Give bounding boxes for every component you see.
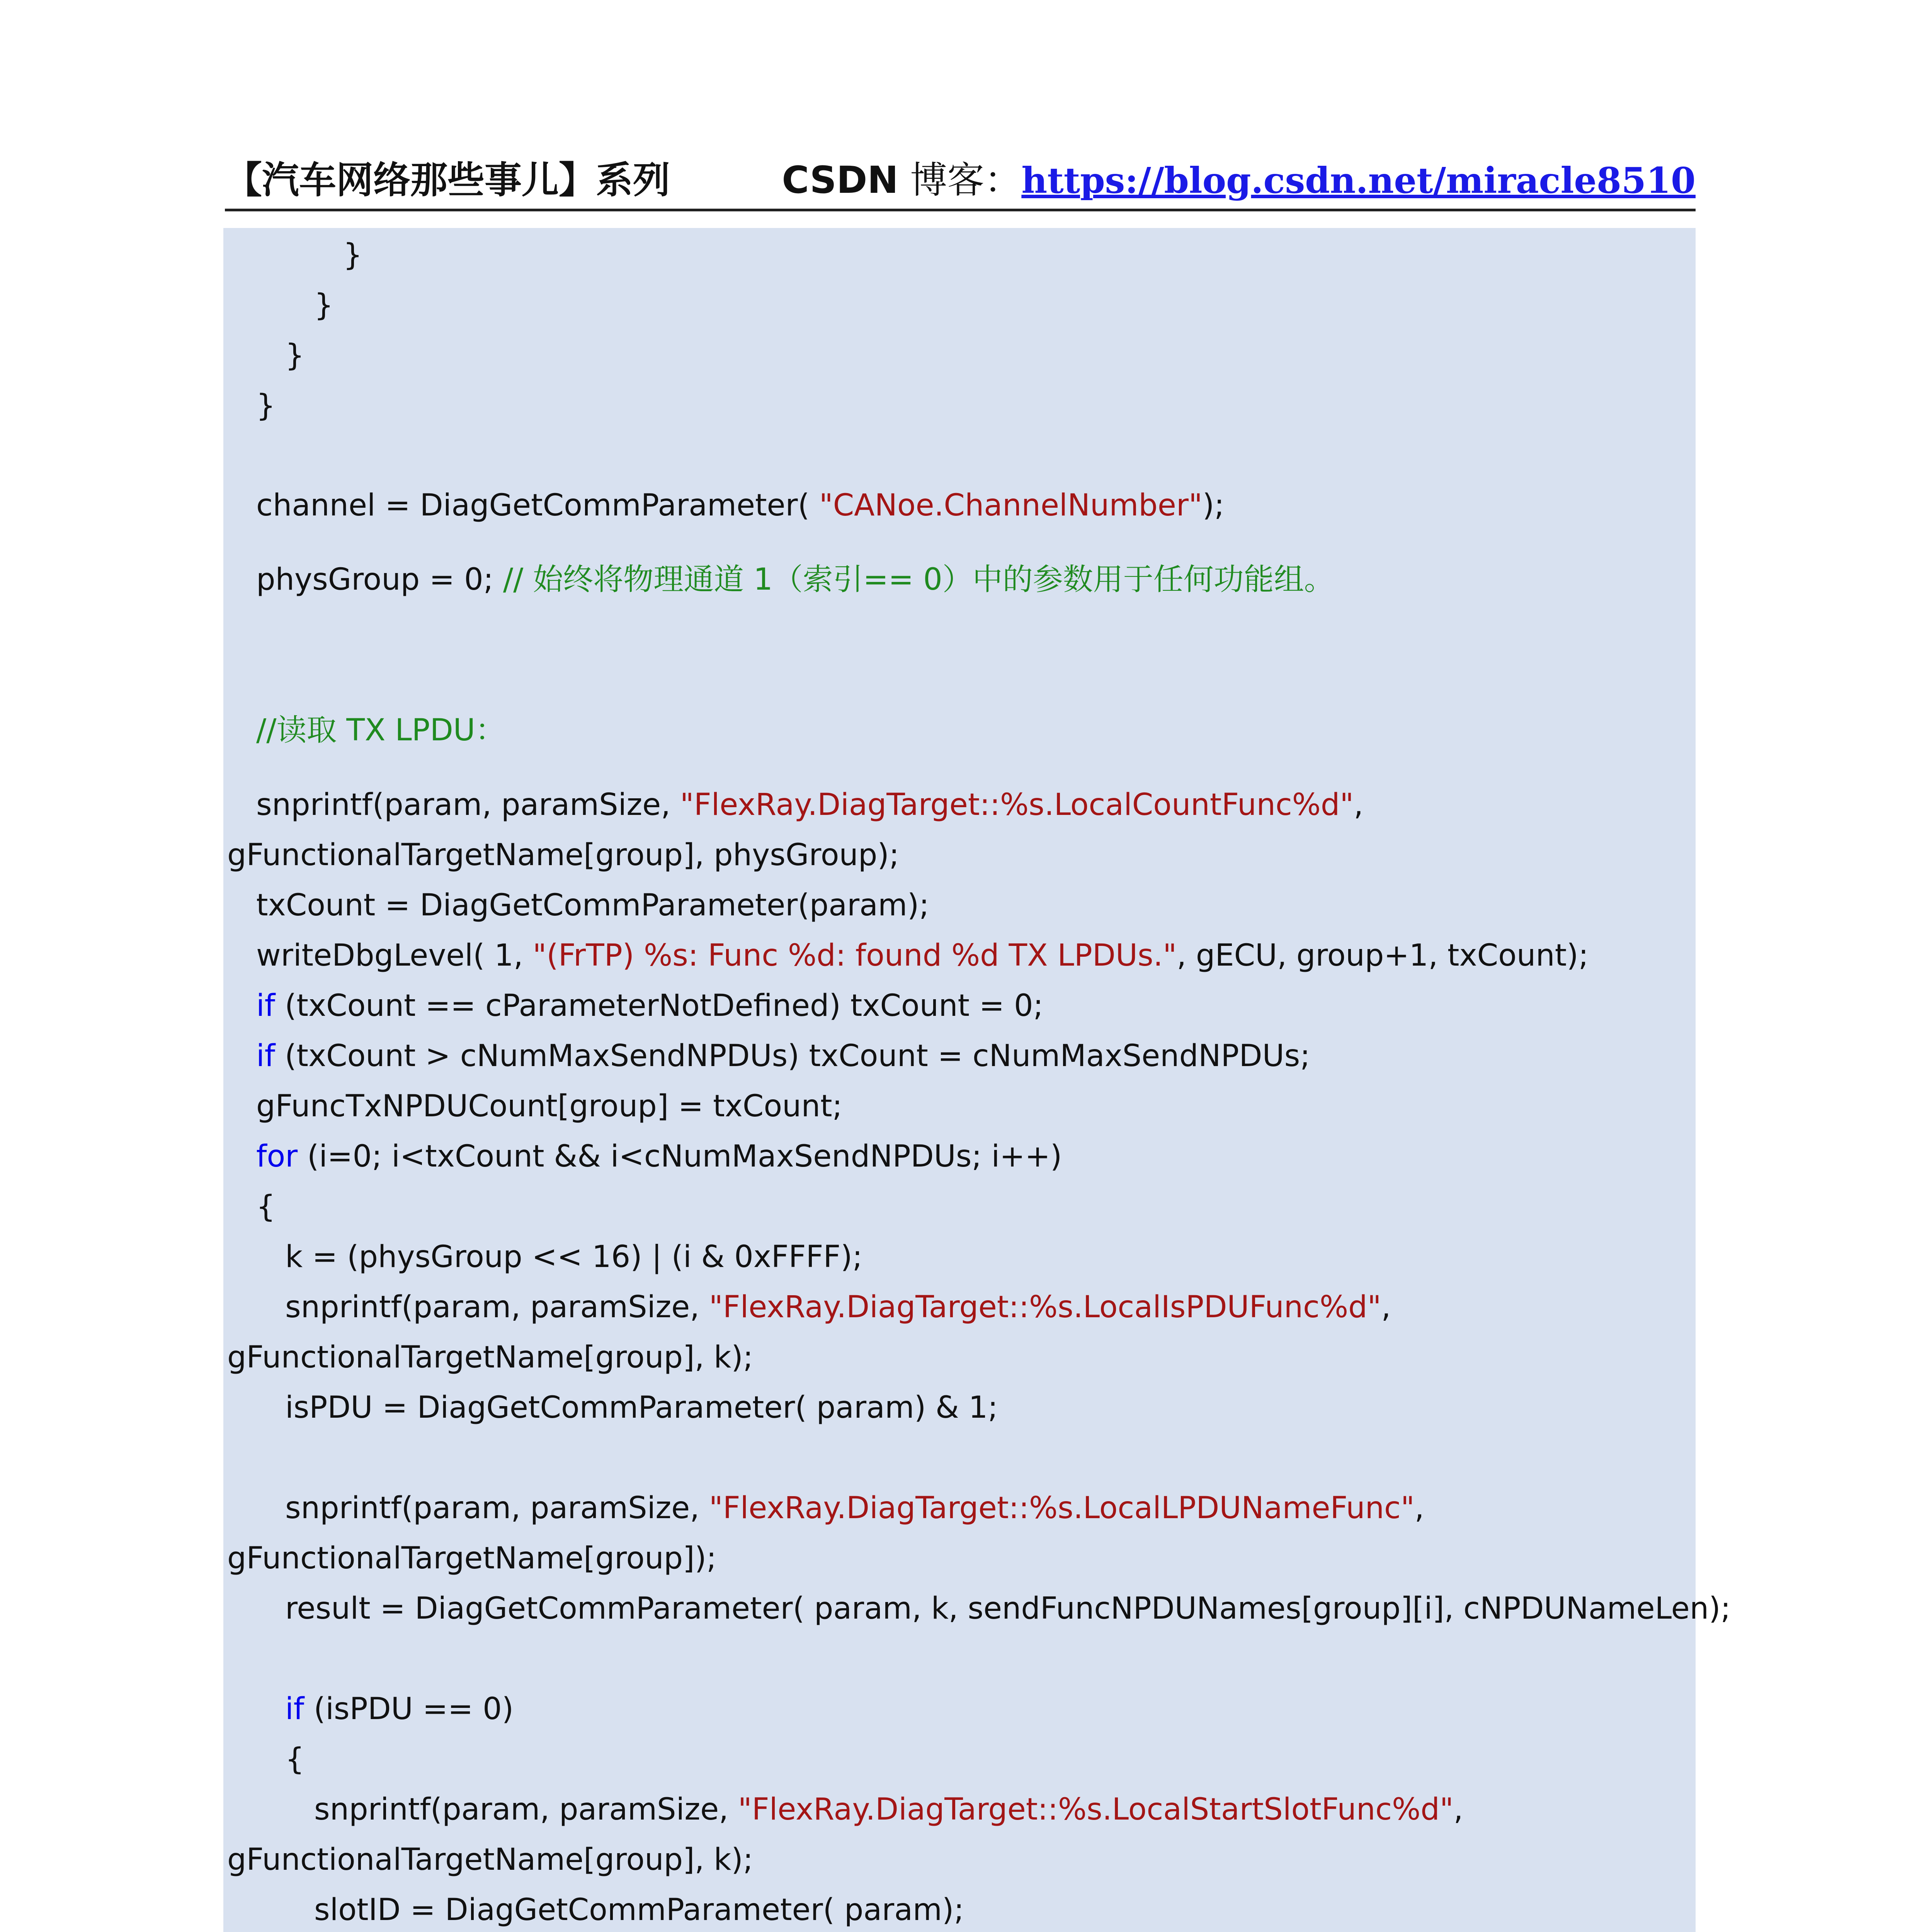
code-line: gFunctionalTargetName[group], k); <box>227 1340 754 1375</box>
code-comment: //读取 TX LPDU： <box>256 713 505 748</box>
code-line: channel = DiagGetCommParameter( "CANoe.ChannelNumber"); <box>256 488 1225 523</box>
code-line: gFunctionalTargetName[group]); <box>227 1541 717 1576</box>
code-line: snprintf(param, paramSize, "FlexRay.DiagTarget::%s.LocalIsPDUFunc%d", <box>285 1290 1391 1325</box>
blog-url-link[interactable]: https://blog.csdn.net/miracle8510 <box>1021 160 1696 201</box>
code-line: slotID = DiagGetCommParameter( param); <box>314 1893 964 1927</box>
code-line: { <box>285 1742 304 1777</box>
code-line: } <box>314 288 333 323</box>
code-line: gFunctionalTargetName[group], k); <box>227 1842 754 1877</box>
code-line: snprintf(param, paramSize, "FlexRay.DiagTarget::%s.LocalLPDUNameFunc", <box>285 1491 1424 1526</box>
code-line: { <box>256 1189 276 1224</box>
code-line: for (i=0; i<txCount && i<cNumMaxSendNPDUs; i++) <box>256 1139 1062 1174</box>
code-line: gFuncTxNPDUCount[group] = txCount; <box>256 1089 842 1124</box>
code-line: txCount = DiagGetCommParameter(param); <box>256 888 929 923</box>
blog-prefix: CSDN <box>782 158 898 202</box>
code-line: gFunctionalTargetName[group], physGroup); <box>227 838 900 872</box>
code-line: } <box>285 338 304 373</box>
code-line: if (isPDU == 0) <box>285 1692 514 1726</box>
series-title: 【汽车网络那些事儿】系列 <box>225 158 670 202</box>
code-line: if (txCount == cParameterNotDefined) txCount = 0; <box>256 988 1043 1023</box>
blog-label-text: 博客： <box>898 158 1022 202</box>
code-line: } <box>256 388 276 423</box>
code-line: isPDU = DiagGetCommParameter( param) & 1; <box>285 1390 998 1425</box>
code-line: k = (physGroup << 16) | (i & 0xFFFF); <box>285 1240 863 1274</box>
code-block <box>223 228 1731 1932</box>
code-line: result = DiagGetCommParameter( param, k, sendFuncNPDUNames[group][i], cNPDUNameLen); <box>285 1591 1731 1626</box>
code-line: snprintf(param, paramSize, "FlexRay.DiagTarget::%s.LocalCountFunc%d", <box>256 787 1364 822</box>
code-line: physGroup = 0; // 始终将物理通道 1（索引== 0）中的参数用于任何功能组。 <box>256 562 1334 597</box>
page-header <box>225 139 1696 211</box>
code-line: if (txCount > cNumMaxSendNPDUs) txCount = cNumMaxSendNPDUs; <box>256 1039 1310 1073</box>
code-line: snprintf(param, paramSize, "FlexRay.DiagTarget::%s.LocalStartSlotFunc%d", <box>314 1792 1463 1827</box>
code-line: writeDbgLevel( 1, "(FrTP) %s: Func %d: found %d TX LPDUs.", gECU, group+1, txCount); <box>256 938 1589 973</box>
code-line: } <box>343 238 362 272</box>
blog-label <box>782 151 1696 204</box>
